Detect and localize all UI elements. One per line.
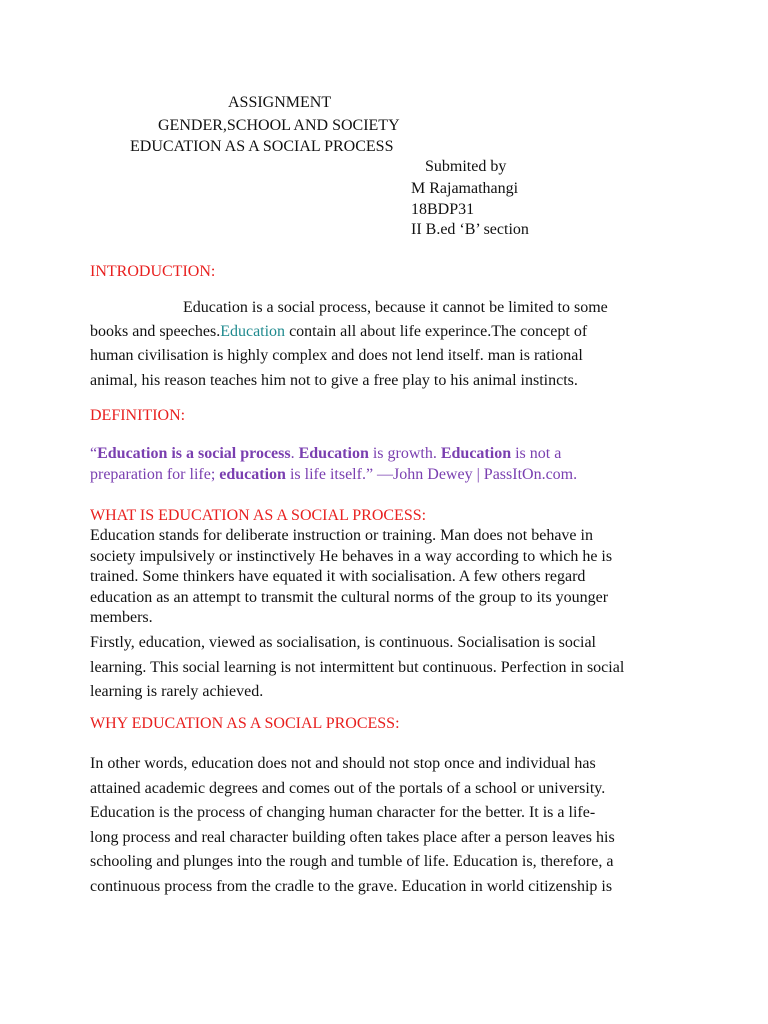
course-title: GENDER,SCHOOL AND SOCIETY (158, 117, 400, 134)
quote-l2-bold: education (219, 466, 286, 483)
what-paragraph-2 (90, 631, 690, 705)
intro-line-2-c: contain all about life experince.The concept of (285, 323, 588, 340)
quote-l2-c: is life itself.” (285, 466, 378, 483)
quote-sep-3: is not a (511, 445, 562, 462)
quote-bold-1: Education is a social process (97, 445, 291, 462)
intro-line-1: Education is a social process, because it cannot be limited to some (183, 299, 608, 316)
submitted-by-label: Submited by (425, 158, 507, 175)
why-p1-line: attained academic degrees and comes out of the portals of a school or university. (90, 779, 606, 797)
what-paragraph-1 (90, 526, 690, 629)
quote-attribution: —John Dewey | PassItOn.com. (377, 466, 578, 483)
why-p1-line: long process and real character building often takes place after a person leaves his (90, 828, 615, 846)
intro-line-3: human civilisation is highly complex and does not lend itself. man is rational (90, 347, 583, 364)
intro-line-2 (90, 322, 587, 342)
what-p1-line: society impulsively or instinctively He behaves in a way according to which he is (90, 547, 613, 565)
intro-line-2-a: books and speeches. (90, 323, 221, 340)
why-paragraph-1 (90, 752, 690, 899)
intro-line-4: animal, his reason teaches him not to give a free play to his animal instincts. (90, 372, 578, 389)
why-p1-line: continuous process from the cradle to the grave. Education in world citizenship is (90, 877, 613, 895)
quote-bold-2: Education (298, 445, 369, 462)
student-name: M Rajamathangi (411, 180, 519, 197)
definition-heading: DEFINITION: (90, 407, 186, 424)
definition-quote-line-2 (90, 465, 577, 485)
why-p1-line: schooling and plunges into the rough and tumble of life. Education is, therefore, a (90, 853, 614, 870)
what-p1-line: education as an attempt to transmit the cultural norms of the group to its younger (90, 588, 609, 606)
what-p1-line: trained. Some thinkers have equated it with socialisation. A few others regard (90, 568, 586, 585)
why-p1-line: Education is the process of changing human character for the better. It is a life- (90, 804, 596, 821)
topic-title: EDUCATION AS A SOCIAL PROCESS (130, 138, 394, 155)
why-p1-line: In other words, education does not and should not stop once and individual has (90, 755, 596, 772)
what-p2-line: learning. This social learning is not intermittent but continuous. Perfection in social (90, 658, 625, 676)
what-p1-line: members. (90, 609, 153, 626)
assignment-title: ASSIGNMENT (228, 94, 332, 111)
quote-l2-a: preparation for life; (90, 466, 220, 483)
student-section: II B.ed ‘B’ section (411, 221, 529, 238)
what-heading: WHAT IS EDUCATION AS A SOCIAL PROCESS: (90, 507, 427, 524)
introduction-heading: INTRODUCTION: (90, 263, 216, 280)
what-p2-line: learning is rarely achieved. (90, 683, 264, 700)
quote-sep-1: . (290, 445, 299, 462)
quote-bold-3: Education (440, 445, 512, 462)
what-p2-line: Firstly, education, viewed as socialisation, is continuous. Socialisation is social (90, 634, 596, 651)
quote-open: “ (90, 445, 98, 462)
definition-quote-line-1 (90, 444, 561, 464)
education-link-text: Education (220, 323, 286, 340)
why-heading: WHY EDUCATION AS A SOCIAL PROCESS: (90, 715, 400, 732)
what-p1-line: Education stands for deliberate instruction or training. Man does not behave in (90, 527, 593, 544)
student-roll: 18BDP31 (411, 201, 475, 218)
quote-sep-2: is growth. (368, 445, 441, 462)
